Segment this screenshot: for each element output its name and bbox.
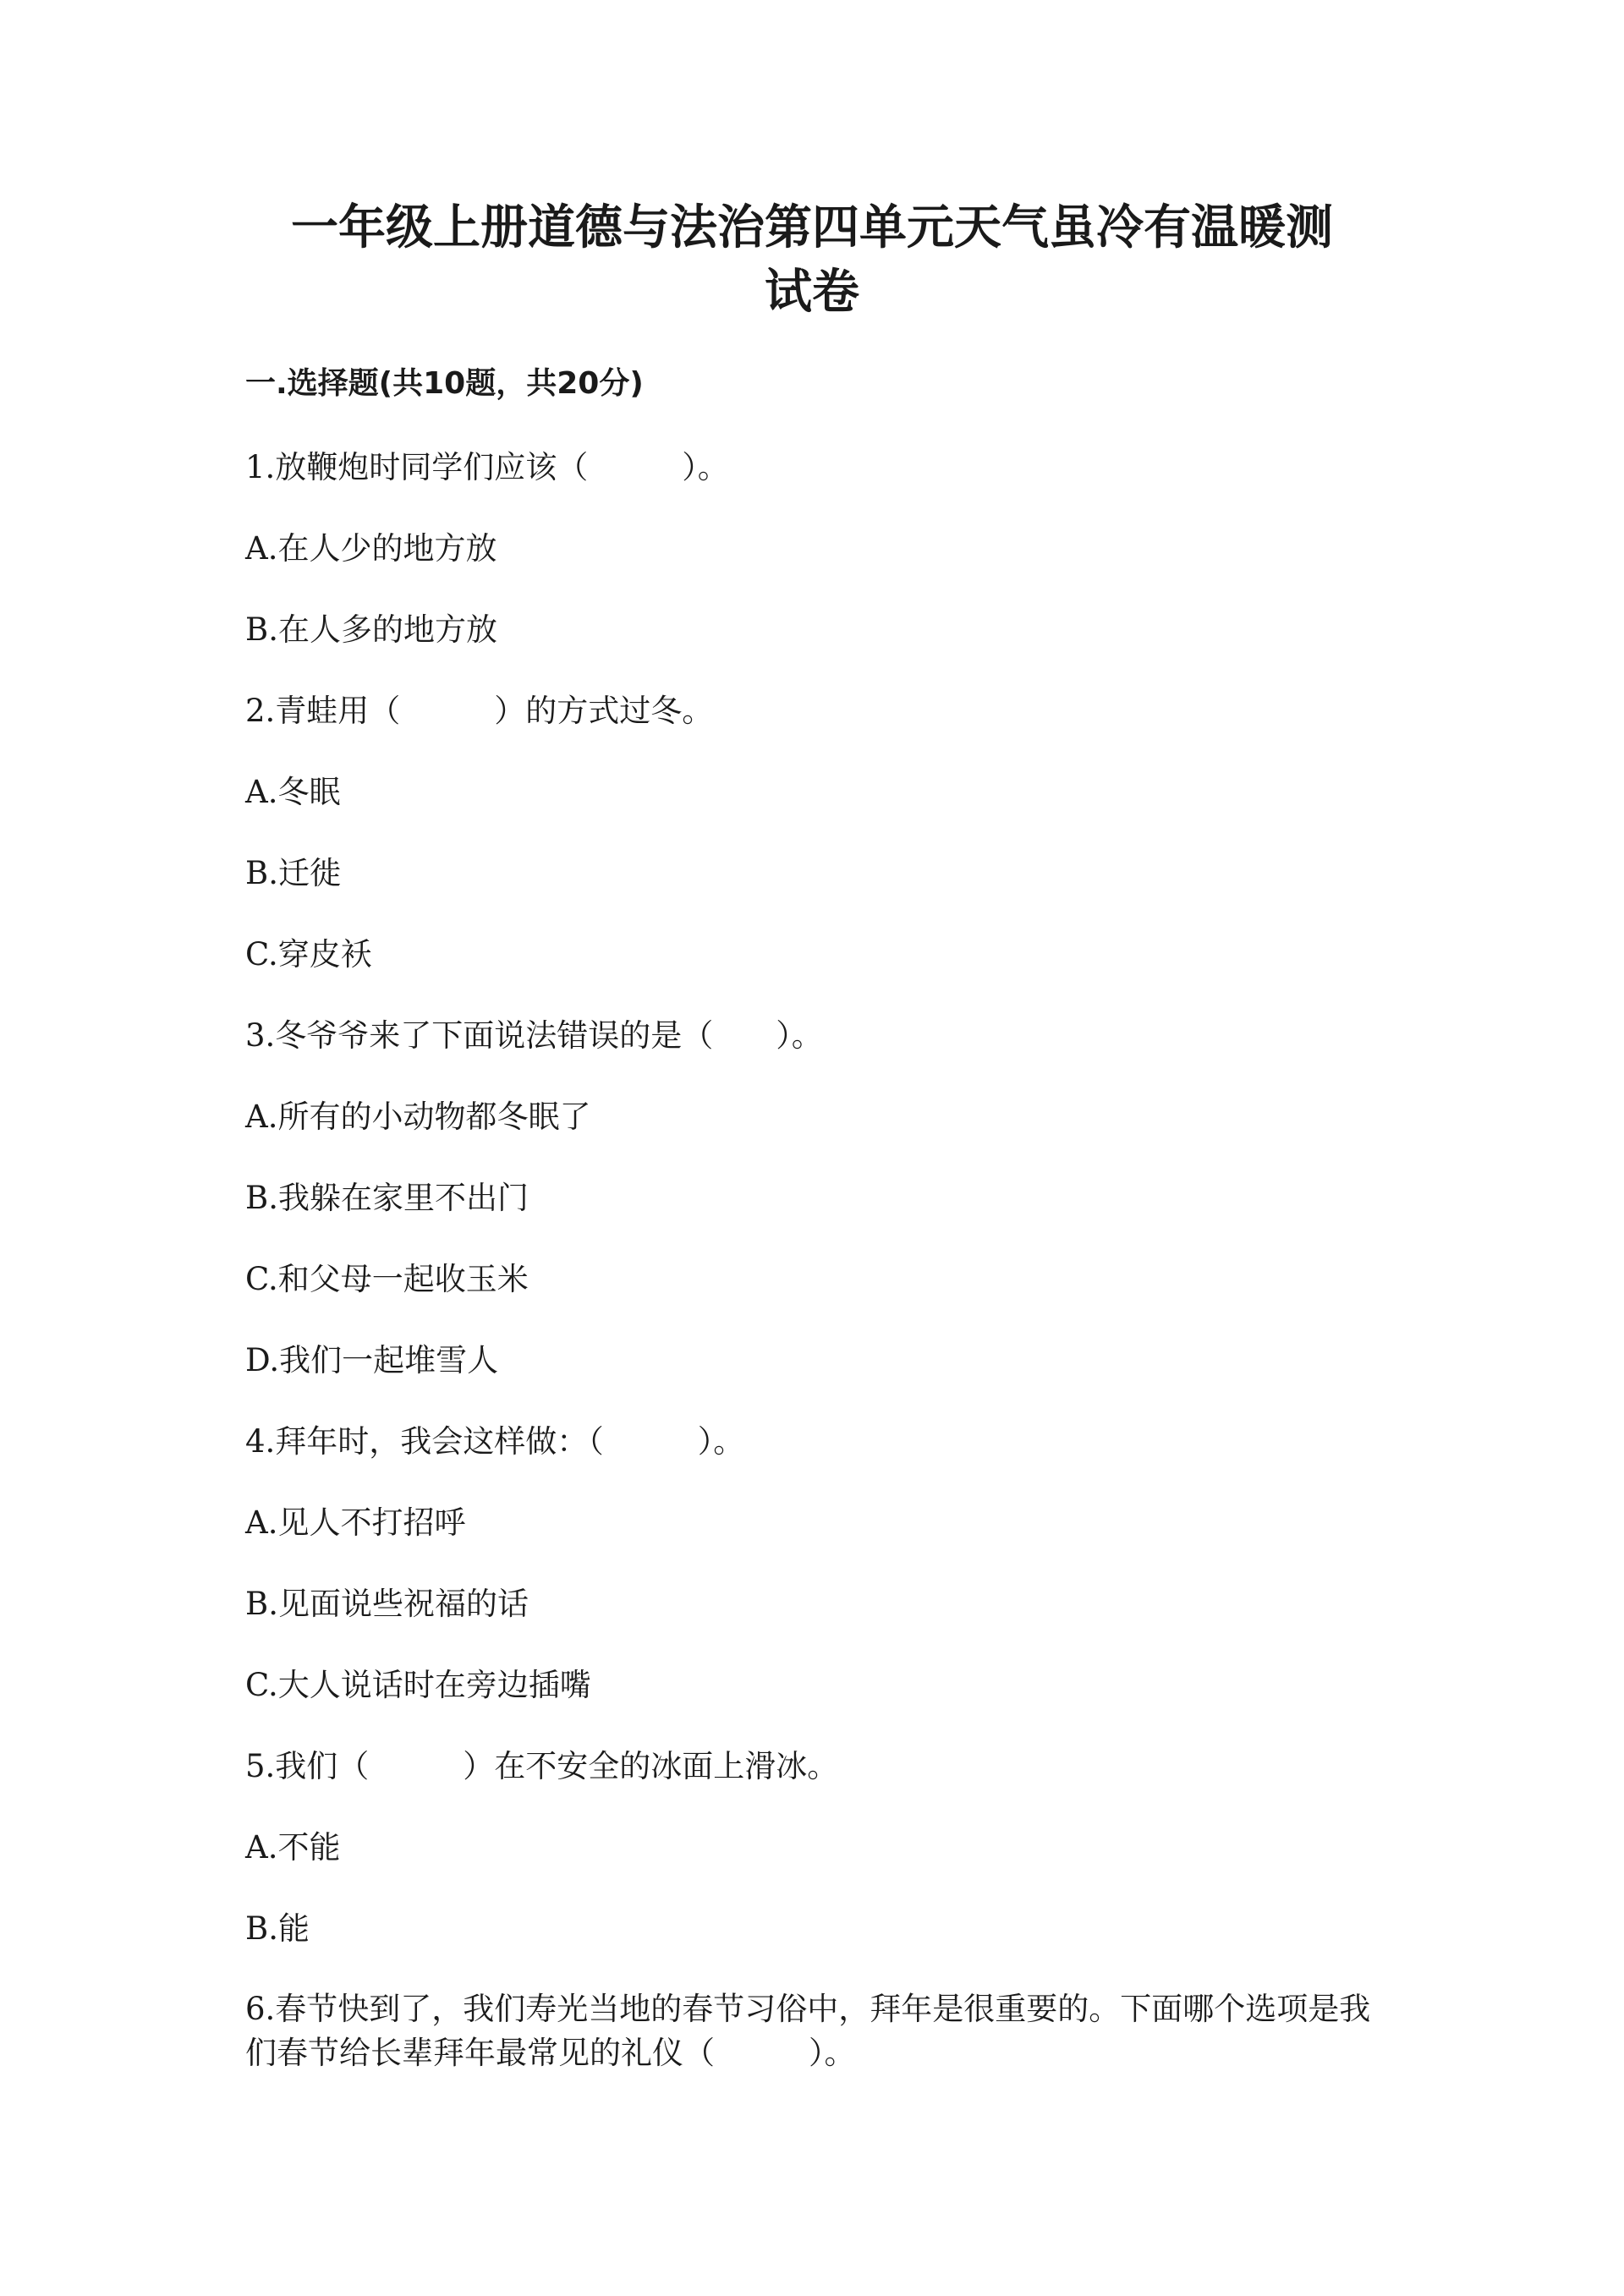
question-5-option-b: B.能 <box>245 1910 310 1947</box>
question-1-stem: 1.放鞭炮时同学们应该（ ）。 <box>245 449 729 485</box>
question-3-stem: 3.冬爷爷来了下面说法错误的是（ ）。 <box>245 1017 823 1054</box>
question-2-option-c: C.穿皮袄 <box>245 936 372 973</box>
section-heading-multiple-choice: 一.选择题(共10题，共20分) <box>245 366 644 401</box>
question-1-option-b: B.在人多的地方放 <box>245 611 497 648</box>
exam-title-line-1: 一年级上册道德与法治第四单元天气虽冷有温暖测 <box>291 200 1333 255</box>
question-5-option-a: A.不能 <box>245 1829 341 1866</box>
question-2-option-a: A.冬眠 <box>245 774 341 810</box>
question-2-option-b: B.迁徙 <box>245 855 341 891</box>
question-4-option-a: A.见人不打招呼 <box>245 1504 466 1541</box>
question-3-option-b: B.我躲在家里不出门 <box>245 1180 529 1216</box>
question-3-option-d: D.我们一起堆雪人 <box>245 1342 499 1378</box>
question-4-stem: 4.拜年时，我会这样做：（ ）。 <box>245 1423 745 1460</box>
question-2-stem: 2.青蛙用（ ）的方式过冬。 <box>245 693 714 729</box>
question-4-option-c: C.大人说话时在旁边插嘴 <box>245 1667 591 1703</box>
question-6-stem: 6.春节快到了，我们寿光当地的春节习俗中，拜年是很重要的。下面哪个选项是我们春节给长辈拜年最常见的礼仪（ ）。 <box>245 1991 1371 2071</box>
exam-title-line-2: 试卷 <box>765 265 859 320</box>
question-3-option-a: A.所有的小动物都冬眠了 <box>245 1099 591 1135</box>
question-1-option-a: A.在人少的地方放 <box>245 530 497 567</box>
question-4-option-b: B.见面说些祝福的话 <box>245 1586 529 1622</box>
question-3-option-c: C.和父母一起收玉米 <box>245 1261 529 1297</box>
question-5-stem: 5.我们（ ）在不安全的冰面上滑冰。 <box>245 1748 839 1784</box>
